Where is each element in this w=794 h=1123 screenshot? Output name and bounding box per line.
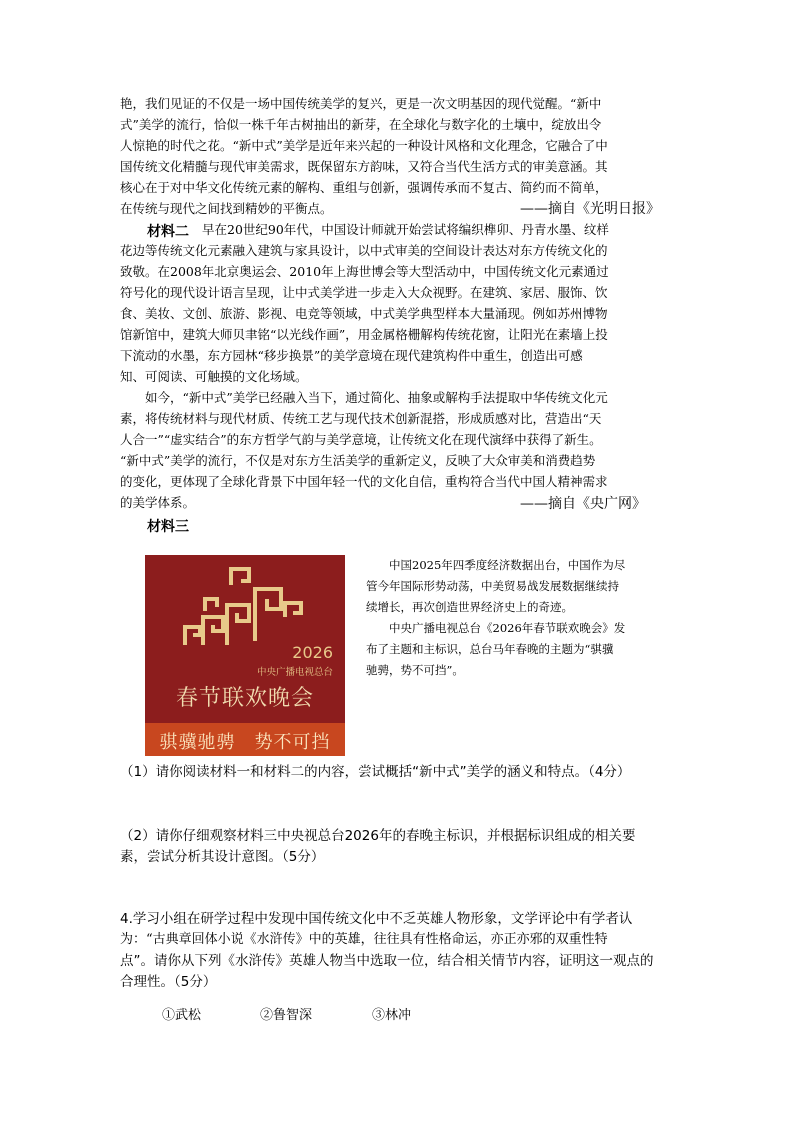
material2-line: 符号化的现代设计语言呈现，让中式美学进一步走入大众视野。在建筑、家居、服饰、饮 (120, 285, 608, 300)
material2-line: 食、美妆、文创、旅游、影视、电竞等领域，中式美学典型样本大量涌现。例如苏州博物 (120, 306, 608, 321)
option-linchong: ③林冲 (372, 1008, 412, 1023)
material1-line: 人惊艳的时代之花。“新中式”美学是近年来兴起的一种设计风格和文化理念，它融合了中 (120, 138, 608, 153)
golden-meander-emblem-icon (145, 555, 345, 650)
option-luzhishen: ②鲁智深 (260, 1008, 313, 1023)
material2-source: ——摘自《央广网》 (520, 496, 646, 512)
option-wusong: ①武松 (162, 1008, 202, 1023)
question-2-line: 素，尝试分析其设计意图。（5分） (120, 849, 325, 865)
material1-line: 式”美学的流行，恰似一株千年古树抽出的新芽，在全球化与数字化的土壤中，绽放出令 (120, 117, 602, 132)
question-1: （1）请你阅读材料一和材料二的内容，尝试概括“新中式”美学的涵义和特点。（4分） (120, 764, 631, 780)
material3-side-line: 驰骋，势不可挡”。 (366, 663, 464, 677)
question-4-line: 为：“古典章回体小说《水浒传》中的英雄，往往具有性格命运，亦正亦邪的双重性特 (120, 932, 608, 947)
material2-line: 花边等传统文化元素融入建筑与家具设计，以中式审美的空间设计表达对东方传统文化的 (120, 243, 608, 258)
material2-line: 致敬。在2008年北京奥运会、2010年上海世博会等大型活动中，中国传统文化元素通过 (120, 264, 609, 279)
logo-org: 中央广播电视总台 (256, 667, 333, 678)
question-4-line: 4.学习小组在研学过程中发现中国传统文化中不乏英雄人物形象，文学评论中有学者认 (120, 911, 633, 927)
material1-line: 核心在于对中华文化传统元素的解构、重组与创新，强调传承而不复古、简约而不简单， (120, 180, 608, 195)
material2-line: 馆新馆中，建筑大师贝聿铭“以光线作画”，用金属格栅解构传统花窗，让阳光在素墙上投 (120, 327, 608, 342)
material2-line: 的变化，更体现了全球化背景下中国年轻一代的文化自信，重构符合当代中国人精神需求 (120, 474, 608, 489)
logo-title: 春节联欢晚会 (175, 686, 314, 711)
material1-line: 在传统与现代之间找到精妙的平衡点。 (120, 201, 333, 216)
material3-heading: 材料三 (147, 519, 189, 535)
material1-source: ——摘自《光明日报》 (520, 201, 660, 217)
material2-line: 下流动的水墨，东方园林“移步换景”的美学意境在现代建筑构件中重生，创造出可感 (120, 348, 583, 363)
material3-side-line: 中国2025年四季度经济数据出台，中国作为尽 (366, 558, 626, 572)
material1-line: 国传统文化精髓与现代审美需求，既保留东方韵味，又符合当代生活方式的审美意涵。其 (120, 159, 608, 174)
logo-year: 2026 (292, 643, 333, 662)
material3-side-line: 管今年国际形势动荡，中美贸易战发展数据继续持 (366, 579, 619, 593)
material3-side-line: 布了主题和主标识，总台马年春晚的主题为“骐骥 (366, 642, 614, 656)
question-2-line: （2）请你仔细观察材料三中央视总台2026年的春晚主标识，并根据标识组成的相关要 (120, 828, 636, 844)
material3-side-line: 中央广播电视总台《2026年春节联欢晚会》发 (366, 621, 626, 635)
material2-line: 素，将传统材料与现代材质、传统工艺与现代技术创新混搭，形成质感对比，营造出“天 (120, 411, 602, 426)
material2-line: 的美学体系。 (120, 495, 196, 510)
logo-slogan: 骐骥驰骋 势不可挡 (159, 732, 331, 753)
gala-logo-image (145, 555, 345, 756)
question-4-line: 合理性。（5分） (120, 974, 217, 990)
material2-line: 早在20世纪90年代，中国设计师就开始尝试将编织榫卯、丹青水墨、纹样 (202, 222, 609, 237)
material3-side-line: 续增长，再次创造世界经济史上的奇迹。 (366, 600, 573, 614)
material2-heading: 材料二 (147, 224, 189, 240)
material2-line: 如今，“新中式”美学已经融入当下，通过简化、抽象或解构手法提取中华传统文化元 (120, 390, 608, 405)
material2-line: “新中式”美学的流行，不仅是对东方生活美学的重新定义，反映了大众审美和消费趋势 (120, 453, 596, 468)
question-4-line: 点”。请你从下列《水浒传》英雄人物当中选取一位，结合相关情节内容，证明这一观点的 (120, 953, 654, 969)
logo-slogan-band (145, 723, 345, 756)
material2-line: 人合一”“虚实结合”的东方哲学气韵与美学意境，让传统文化在现代演绎中获得了新生。 (120, 432, 602, 447)
material1-line: 艳，我们见证的不仅是一场中国传统美学的复兴，更是一次文明基因的现代觉醒。“新中 (120, 96, 602, 111)
material2-line: 知、可阅读、可触摸的文化场域。 (120, 369, 308, 384)
